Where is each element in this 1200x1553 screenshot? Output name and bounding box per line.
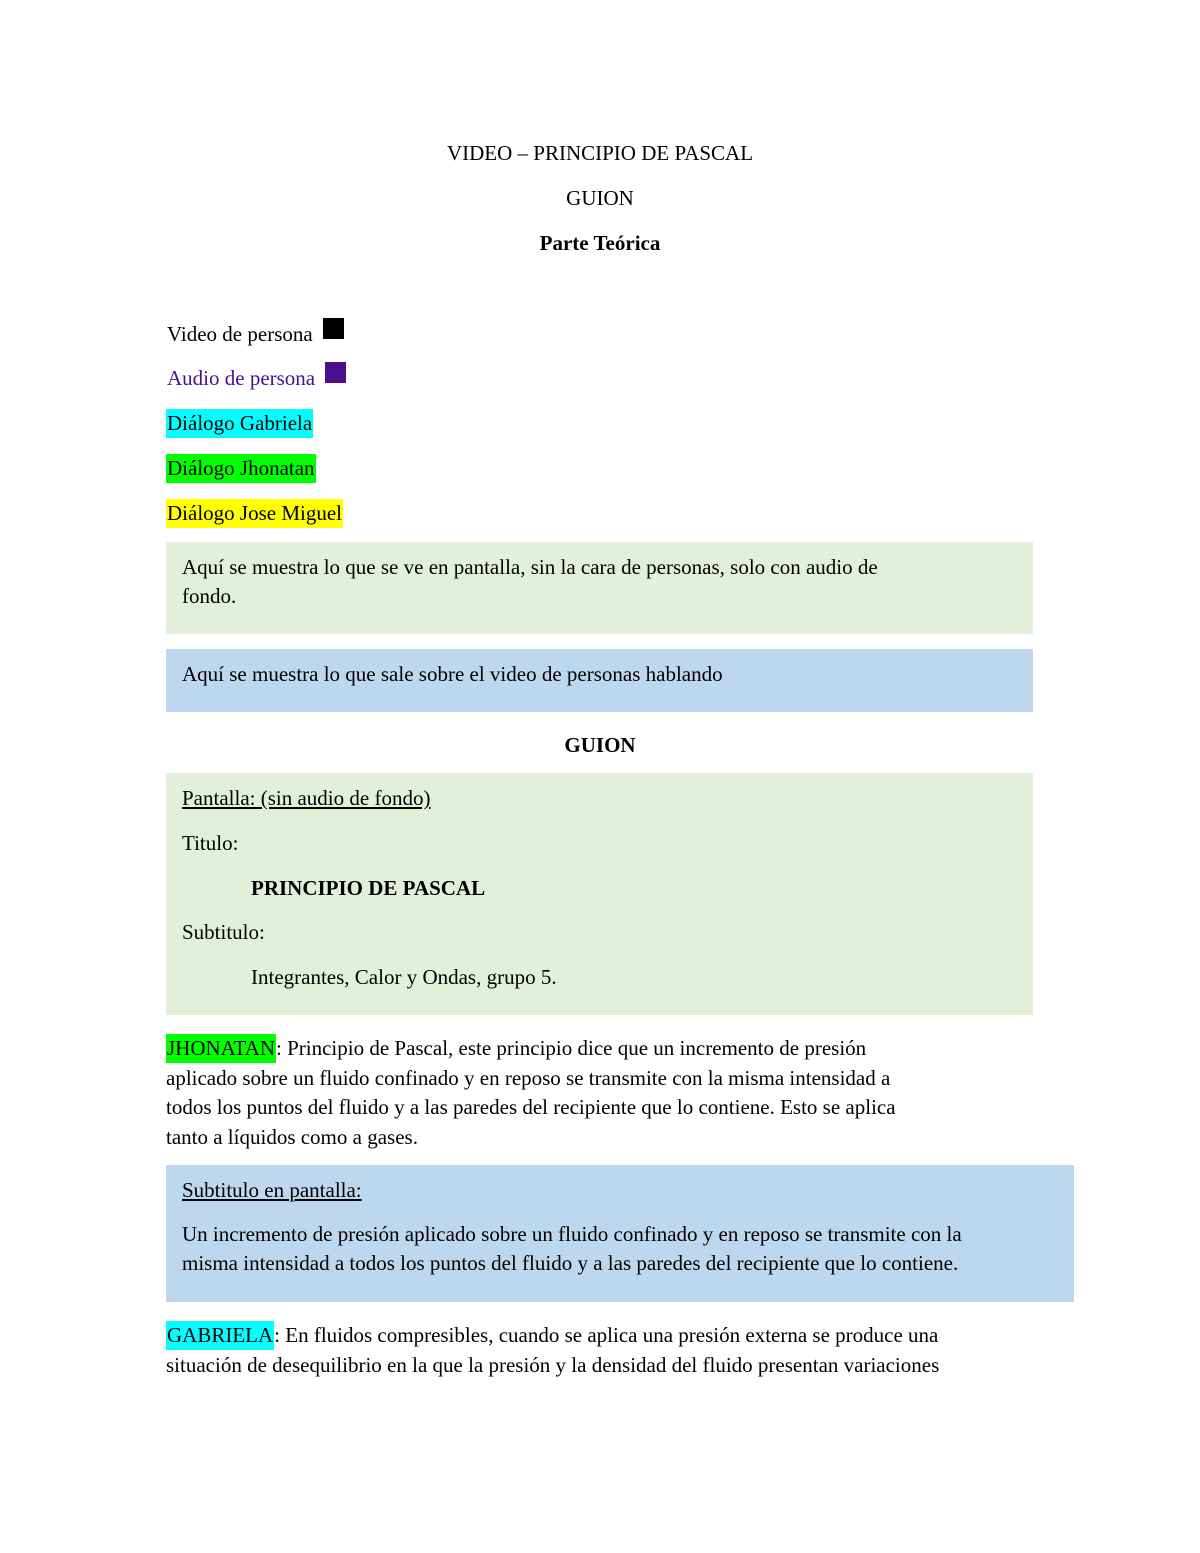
gabriela-line-2: situación de desequilibrio en la que la presión y la densidad del fluido presentan variaciones [166,1352,940,1377]
screen-legend-line-2: fondo. [182,584,237,608]
guion-label: GUION [566,186,634,210]
legend-dialogo-jose [166,503,343,524]
black-square-icon [323,318,344,339]
titulo-value: PRINCIPIO DE PASCAL [251,876,486,900]
pantalla-heading: Pantalla: (sin audio de fondo) [182,786,431,810]
screen-legend-box [166,542,1033,634]
jhonatan-speaker: JHONATAN [166,1034,276,1063]
legend-dialogo-gabriela [166,413,313,434]
subtitle-line-2: misma intensidad a todos los puntos del fluido y a las paredes del recipiente que lo contiene. [182,1251,959,1275]
gabriela-speaker: GABRIELA [166,1321,274,1350]
legend-dialogo-jhonatan [166,458,316,479]
jhonatan-dialogue [166,1034,1046,1152]
titulo-label: Titulo: [182,831,239,855]
subtitle-box [166,1165,1074,1302]
subtitle-heading: Subtitulo en pantalla: [182,1178,362,1202]
jhonatan-line-2: aplicado sobre un fluido confinado y en reposo se transmite con la misma intensidad a [166,1065,891,1090]
section-heading: Parte Teórica [539,231,661,255]
legend-dialogo-gabriela-label: Diálogo Gabriela [166,409,313,438]
overlay-legend-box [166,649,1033,712]
guion-heading: GUION [564,733,636,757]
legend-video-persona-label: Video de persona [167,322,313,346]
overlay-legend-text: Aquí se muestra lo que sale sobre el video de personas hablando [182,662,723,686]
jhonatan-line-1: : Principio de Pascal, este principio dice que un incremento de presión [275,1036,867,1060]
legend-video-persona [167,324,344,345]
legend-audio-persona-label: Audio de persona [167,366,316,390]
subtitle-line-1: Un incremento de presión aplicado sobre un fluido confinado y en reposo se transmite con la [182,1222,962,1246]
screen-legend-line-1: Aquí se muestra lo que se ve en pantalla, sin la cara de personas, solo con audio de [182,555,878,579]
jhonatan-line-3: todos los puntos del fluido y a las paredes del recipiente que lo contiene. Esto se aplica [166,1095,896,1119]
subtitulo-label: Subtitulo: [182,920,265,944]
subtitulo-value: Integrantes, Calor y Ondas, grupo 5. [251,965,557,989]
gabriela-dialogue [166,1321,1046,1380]
legend-dialogo-jose-label: Diálogo Jose Miguel [166,499,343,528]
gabriela-line-1: : En fluidos compresibles, cuando se aplica una presión externa se produce una [274,1323,939,1347]
jhonatan-line-4: tanto a líquidos como a gases. [166,1124,418,1149]
purple-square-icon [325,362,346,383]
legend-dialogo-jhonatan-label: Diálogo Jhonatan [166,454,316,483]
legend-audio-persona [167,368,346,389]
pantalla-box [166,773,1033,1015]
document-title: VIDEO – PRINCIPIO DE PASCAL [446,141,754,165]
